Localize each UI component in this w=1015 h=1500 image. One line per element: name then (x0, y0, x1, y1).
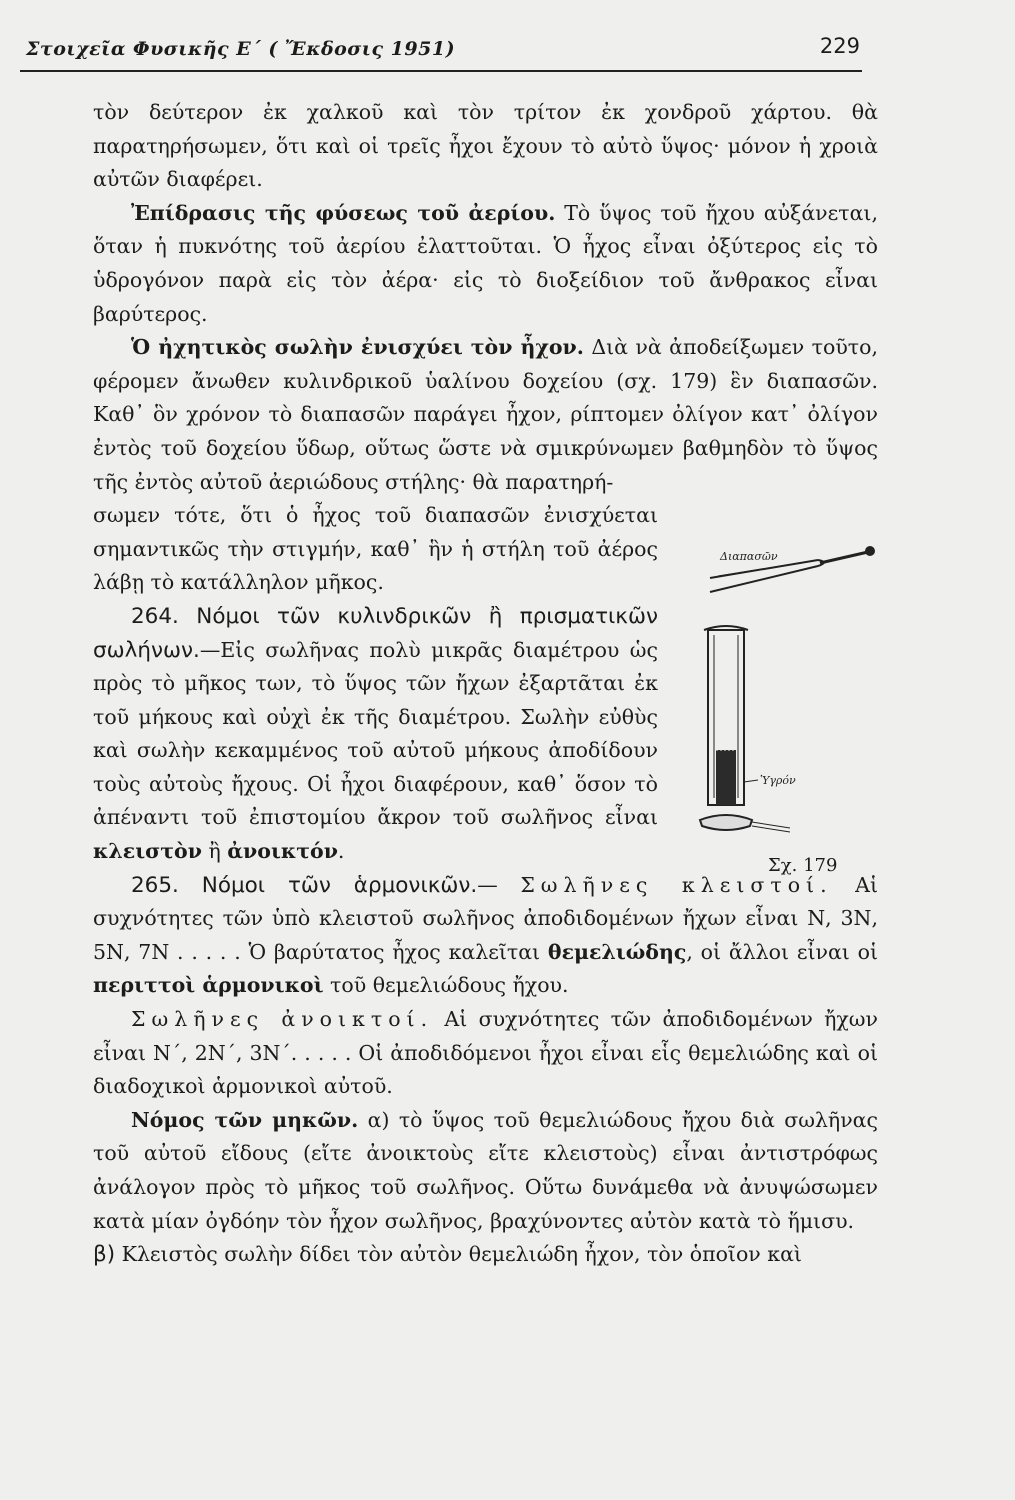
open-pipes-label: Σωλῆνες ἀνοικτοί. (131, 1007, 434, 1032)
page-number: 229 (819, 34, 860, 58)
section-265-body-a: Αἱ συχνότητες τῶν ὑπὸ κλειστοῦ σωλῆνος ἀποδιδομένων ἤχων εἶναι Ν, 3Ν, 5Ν, 7Ν . . . . . Ὁ βαρύτατος ἦχος καλεῖται (93, 872, 879, 964)
beta-body: Κλειστὸς σωλὴν δίδει τὸν αὐτὸν θεμελιώδη ἦχον, τὸν ὁποῖον καὶ (115, 1242, 802, 1267)
heading-264: 264. Νόμοι τῶν κυλινδρικῶν ἢ πρισματικῶν σωλήνων. (93, 603, 658, 663)
section-265-dash: — (477, 872, 521, 897)
term-fundamental: θεμελιώδης (547, 939, 687, 964)
fork-label: Διαπασῶν (720, 550, 778, 563)
resonance-tube-body: Διὰ νὰ ἀποδείξωμεν τοῦτο, φέρομεν ἄνωθεν κυλινδρικοῦ ὑαλίνου δοχείου (σχ. 179) ἓν διαπασῶν. Καθ᾿ ὃν χρόνον τὸ διαπασῶν παράγει ἦχον, ρίπτομεν ὀλίγον κατ᾿ ὀλίγον ἐντὸς τοῦ δοχείου ὕδωρ, οὕτως ὥστε νὰ σμικρύνωμεν βαθμηδὸν τὸ ὕψος τῆς ἐντὸς αὐτοῦ ἀεριώδους στήλης· θὰ παρατηρή- (93, 335, 878, 494)
section-265-body-c: τοῦ θεμελιώδους ἤχου. (323, 973, 569, 998)
paragraph-law-of-lengths (93, 1104, 878, 1238)
term-open: ἀνοικτόν (227, 839, 338, 864)
resonance-tube-illustration (680, 530, 885, 850)
beta-marker: β) (93, 1242, 116, 1268)
term-closed: κλειστὸν (93, 839, 202, 864)
section-264-or: ἢ (201, 839, 228, 864)
open-pipes-body: Αἱ συχνότητες τῶν ἀποδιδομένων ἤχων εἶναι Ν΄, 2Ν΄, 3Ν΄. . . . . Οἱ ἀποδιδόμενοι ἦχοι εἶναι εἷς θεμελιώδης καὶ οἱ διαδοχικοὶ ἁρμονικοὶ αὐτοῦ. (93, 1007, 878, 1099)
heading-resonance-tube: Ὁ ἠχητικὸς σωλὴν ἐνισχύει τὸν ἦχον. (131, 335, 584, 360)
running-header (20, 30, 862, 72)
text-beside-figure (93, 499, 658, 869)
figure-caption: Σχ. 179 (768, 855, 838, 876)
figure-179 (680, 530, 885, 890)
section-265-body-b: , οἱ ἄλλοι εἶναι οἱ (686, 939, 878, 964)
paragraph-gas-effect (93, 197, 878, 331)
gas-effect-body: Τὸ ὕψος τοῦ ἤχου αὐξάνεται, ὅταν ἡ πυκνότης τοῦ ἀερίου ἐλαττοῦται. Ὁ ἦχος εἶναι ὀξύτερος εἰς τὸ ὑδρογόνον παρὰ εἰς τὸν ἀέρα· εἰς τὸ διοξείδιον τοῦ ἄνθρακος εἶναι βαρύτερος. (93, 200, 878, 326)
paragraph-intro: τὸν δεύτερον ἐκ χαλκοῦ καὶ τὸν τρίτον ἐκ χονδροῦ χάρτου. θὰ παρατηρήσωμεν, ὅτι καὶ οἱ τρεῖς ἦχοι ἔχουν τὸ αὐτὸ ὕψος· μόνον ἡ χροιὰ αὐτῶν διαφέρει. (93, 100, 878, 192)
resonance-tube-continued: σωμεν τότε, ὅτι ὁ ἦχος τοῦ διαπασῶν ἐνισχύεται σημαντικῶς τὴν στιγμήν, καθ᾿ ἣν ἡ στήλη τοῦ ἀέρος λάβῃ τὸ κατάλληλον μῆκος. (93, 503, 658, 595)
section-264-body: —Εἰς σωλῆνας πολὺ μικρᾶς διαμέτρου ὡς πρὸς τὸ μῆκος των, τὸ ὕψος τῶν ἤχων ἐξαρτᾶται ἐκ τοῦ μήκους καὶ οὐχὶ ἐκ τῆς διαμέτρου. Σωλὴν εὐθὺς καὶ σωλὴν κεκαμμένος τοῦ αὐτοῦ μήκους ἀποδίδουν τοὺς αὐτοὺς ἤχους. Οἱ ἦχοι διαφέρουν, καθ᾿ ὅσον τὸ ἀπέναντι τοῦ ἐπιστομίου ἄκρον τοῦ σωλῆνος εἶναι (93, 637, 658, 830)
paragraph-beta (93, 1238, 878, 1272)
header-title: Στοιχεῖα Φυσικῆς Ε΄ ( Ἔκδοσις 1951) (26, 38, 456, 60)
heading-gas-effect: Ἐπίδρασις τῆς φύσεως τοῦ ἀερίου. (131, 200, 556, 225)
term-odd-harmonics: περιττοὶ ἁρμονικοὶ (93, 973, 324, 998)
paragraph-resonance-tube (93, 331, 878, 499)
paragraph-open-pipes (93, 1003, 878, 1104)
heading-265: 265. Νόμοι τῶν ἁρμονικῶν. (131, 872, 478, 898)
glass-cylinder-icon (700, 626, 790, 832)
water-label: Ὑγρόν (760, 774, 796, 787)
law-of-lengths-body: α) τὸ ὕψος τοῦ θεμελιώδους ἤχου διὰ σωλῆνας τοῦ αὐτοῦ εἴδους (εἴτε ἀνοικτοὺς εἴτε κλειστοὺς) εἶναι ἀντιστρόφως ἀνάλογον πρὸς τὸ μῆκος τοῦ σωλῆνος. Οὕτω δυνάμεθα νὰ ἀνυψώσωμεν κατὰ μίαν ὀγδόην τὸν ἦχον σωλῆνος, βραχύνοντες αὐτὸν κατὰ τὸ ἥμισυ. (93, 1107, 878, 1233)
section-264-end: . (337, 839, 345, 864)
closed-pipes-label: Σωλῆνες κλειστοί. (520, 872, 833, 897)
heading-law-of-lengths: Νόμος τῶν μηκῶν. (131, 1107, 359, 1132)
section-264 (93, 600, 658, 869)
